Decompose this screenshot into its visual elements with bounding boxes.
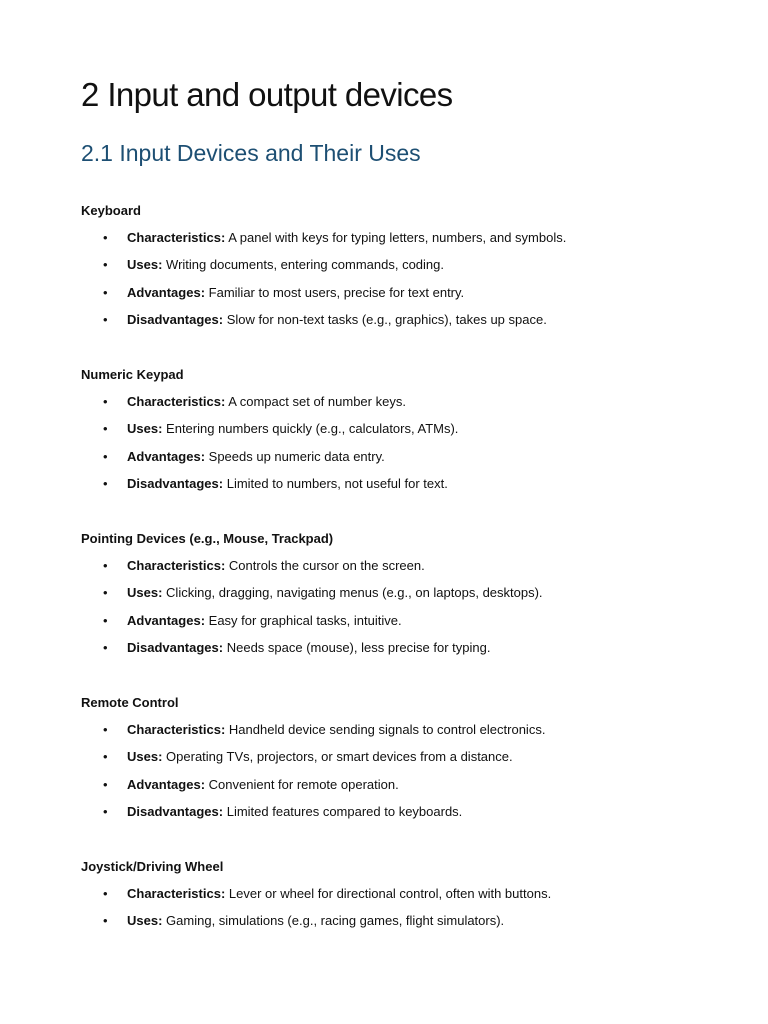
list-item — [81, 449, 721, 476]
item-label: Characteristics: — [127, 230, 226, 245]
list-item — [81, 421, 721, 448]
item-text: Controls the cursor on the screen. — [228, 558, 425, 573]
list-item — [81, 257, 721, 284]
list-item — [81, 613, 721, 640]
item-label: Advantages: — [127, 776, 206, 792]
item-text: Operating TVs, projectors, or smart devices from a distance. — [166, 749, 513, 765]
item-text: Needs space (mouse), less precise for typing. — [226, 640, 491, 656]
list-item — [81, 804, 721, 831]
item-text: Gaming, simulations (e.g., racing games, flight simulators). — [166, 913, 505, 929]
section-title: Pointing Devices (e.g., Mouse, Trackpad) — [81, 531, 334, 546]
bullet-icon: • — [103, 558, 108, 573]
bullet-icon: • — [103, 640, 108, 656]
item-text: Easy for graphical tasks, intuitive. — [208, 612, 402, 628]
item-label: Uses: — [127, 749, 163, 765]
item-label: Advantages: — [127, 448, 206, 464]
list-item — [81, 913, 721, 940]
bullet-list — [81, 558, 721, 668]
bullet-icon: • — [103, 804, 108, 820]
bullet-icon: • — [103, 722, 108, 737]
item-label: Disadvantages: — [127, 476, 224, 492]
list-item — [81, 886, 721, 913]
bullet-list — [81, 230, 721, 340]
page-heading: 2 Input and output devices — [81, 76, 453, 113]
item-label: Uses: — [127, 585, 163, 601]
bullet-icon: • — [103, 776, 108, 792]
item-label: Advantages: — [127, 284, 206, 300]
bullet-icon: • — [103, 612, 108, 628]
item-text: Slow for non-text tasks (e.g., graphics), takes up space. — [226, 312, 547, 328]
section-title: Keyboard — [81, 203, 141, 218]
item-text: A panel with keys for typing letters, numbers, and symbols. — [228, 230, 567, 245]
section-subheading: 2.1 Input Devices and Their Uses — [81, 140, 421, 166]
bullet-icon: • — [103, 886, 108, 901]
list-item — [81, 230, 721, 257]
list-item — [81, 749, 721, 776]
section-title: Joystick/Driving Wheel — [81, 859, 224, 874]
item-label: Characteristics: — [127, 722, 226, 737]
list-item — [81, 558, 721, 585]
bullet-icon: • — [103, 284, 108, 300]
item-text: A compact set of number keys. — [228, 394, 406, 409]
list-item — [81, 640, 721, 667]
item-label: Uses: — [127, 913, 163, 929]
item-label: Uses: — [127, 257, 163, 273]
list-item — [81, 312, 721, 339]
bullet-list — [81, 722, 721, 832]
list-item — [81, 777, 721, 804]
list-item — [81, 722, 721, 749]
item-label: Disadvantages: — [127, 312, 224, 328]
item-text: Clicking, dragging, navigating menus (e.g., on laptops, desktops). — [166, 585, 543, 601]
item-label: Disadvantages: — [127, 804, 224, 820]
bullet-icon: • — [103, 312, 108, 328]
item-text: Writing documents, entering commands, coding. — [166, 257, 444, 273]
bullet-icon: • — [103, 476, 108, 492]
bullet-icon: • — [103, 585, 108, 601]
item-label: Characteristics: — [127, 558, 226, 573]
item-text: Handheld device sending signals to control electronics. — [228, 722, 546, 737]
bullet-icon: • — [103, 230, 108, 245]
list-item — [81, 285, 721, 312]
list-item — [81, 476, 721, 503]
list-item — [81, 585, 721, 612]
bullet-list — [81, 394, 721, 504]
bullet-icon: • — [103, 421, 108, 437]
item-label: Advantages: — [127, 612, 206, 628]
item-text: Convenient for remote operation. — [208, 776, 399, 792]
item-text: Familiar to most users, precise for text entry. — [208, 284, 465, 300]
section-title: Remote Control — [81, 695, 179, 710]
item-label: Characteristics: — [127, 394, 226, 409]
item-label: Disadvantages: — [127, 640, 224, 656]
bullet-icon: • — [103, 257, 108, 273]
bullet-icon: • — [103, 394, 108, 409]
item-text: Entering numbers quickly (e.g., calculators, ATMs). — [166, 421, 459, 437]
list-item — [81, 394, 721, 421]
item-text: Speeds up numeric data entry. — [208, 448, 385, 464]
item-text: Limited features compared to keyboards. — [226, 804, 463, 820]
section-title: Numeric Keypad — [81, 367, 184, 382]
item-text: Limited to numbers, not useful for text. — [226, 476, 448, 492]
bullet-list — [81, 886, 721, 941]
bullet-icon: • — [103, 749, 108, 765]
bullet-icon: • — [103, 448, 108, 464]
item-label: Uses: — [127, 421, 163, 437]
item-text: Lever or wheel for directional control, often with buttons. — [228, 886, 552, 901]
item-label: Characteristics: — [127, 886, 226, 901]
bullet-icon: • — [103, 913, 108, 929]
